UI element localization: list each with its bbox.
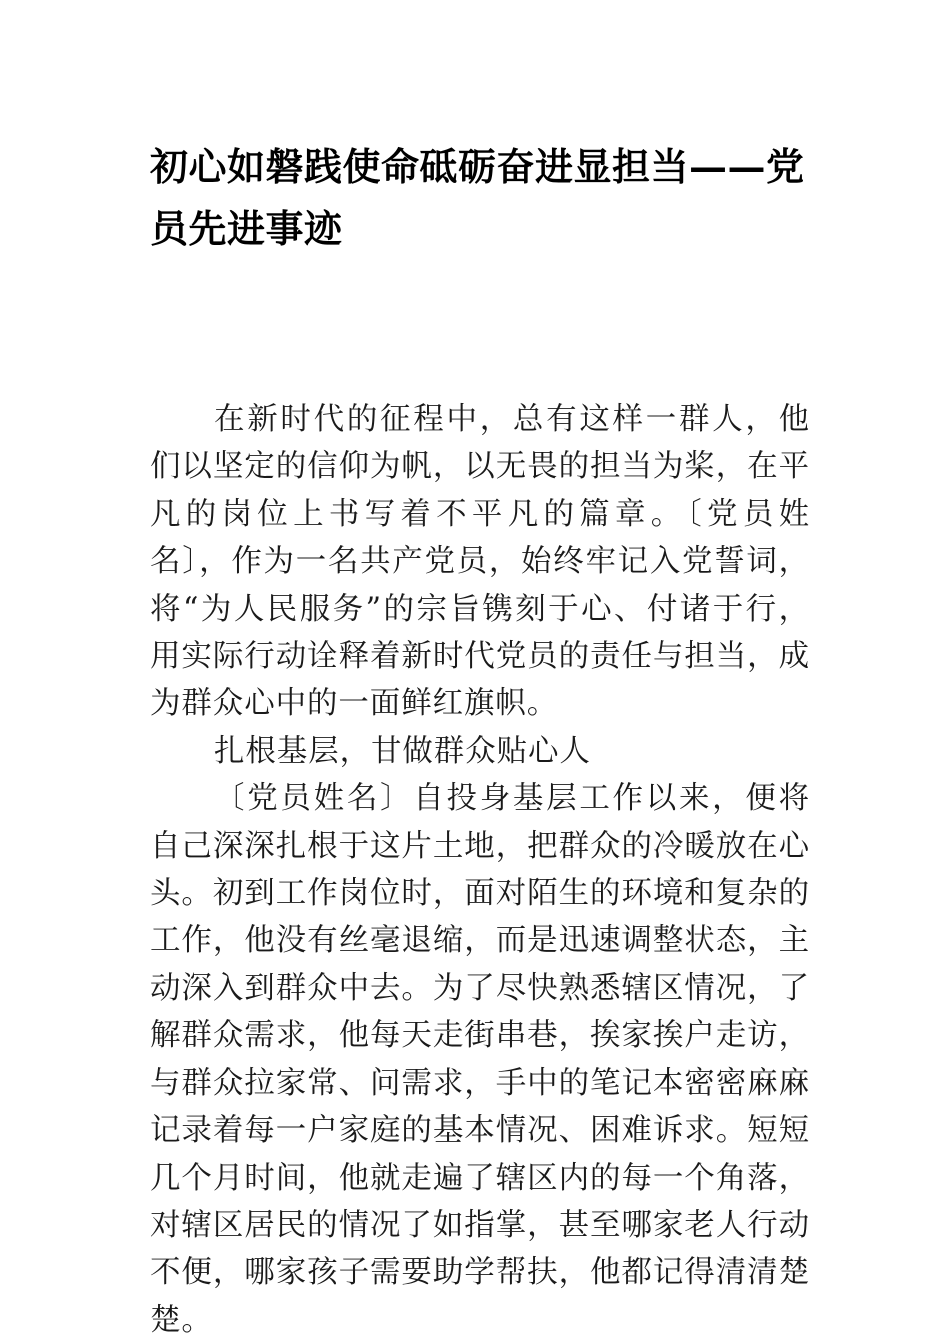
page-title: 初心如磐践使命砥砺奋进显担当——党员先进事迹: [150, 144, 805, 251]
document-title-block: [150, 136, 814, 260]
document-body: [150, 396, 810, 1344]
section-heading-1: 扎根基层，甘做群众贴心人: [214, 733, 591, 769]
paragraph-section-1-body: 〔党员姓名〕自投身基层工作以来，便将自己深深扎根于这片土地，把群众的冷暖放在心头。初到工作岗位时，面对陌生的环境和复杂的工作，他没有丝毫退缩，而是迅速调整状态，主动深入到群众中去。为了尽快熟悉辖区情况，了解群众需求，他每天走街串巷，挨家挨户走访，与群众拉家常、问需求，手中的笔记本密密麻麻记录着每一户家庭的基本情况、困难诉求。短短几个月时间，他就走遍了辖区内的每一个角落，对辖区居民的情况了如指掌，甚至哪家老人行动不便，哪家孩子需要助学帮扶，他都记得清清楚楚。: [150, 781, 810, 1338]
paragraph-intro: 在新时代的征程中，总有这样一群人，他们以坚定的信仰为帆，以无畏的担当为桨，在平凡的岗位上书写着不平凡的篇章。〔党员姓名〕，作为一名共产党员，始终牢记入党誓词，将“为人民服务”的宗旨镌刻于心、付诸于行，用实际行动诠释着新时代党员的责任与担当，成为群众心中的一面鲜红旗帜。: [150, 402, 810, 722]
